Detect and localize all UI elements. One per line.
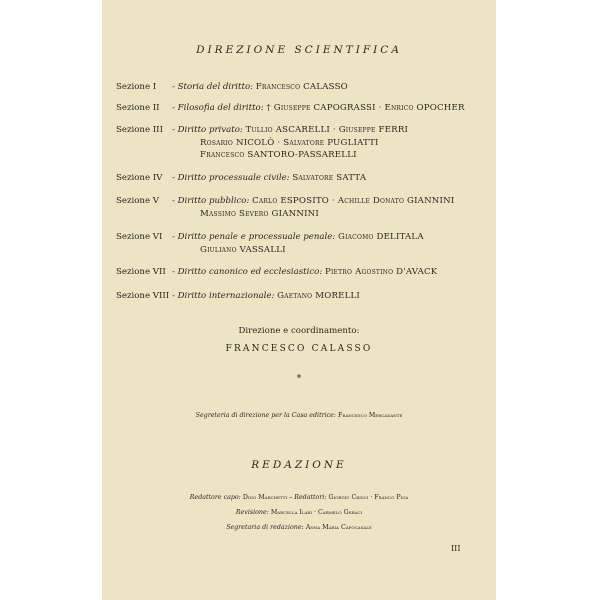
section-subject: - Diritto privato: — [172, 125, 243, 135]
editor-name: Dino Marchetti — [242, 494, 288, 501]
coordination-label: Direzione e coordinamento: — [238, 326, 360, 336]
secretary-name: Francesco Mercadante — [338, 412, 403, 419]
divider-star: * — [296, 374, 302, 384]
section-label: Sezione VIII — [116, 291, 170, 301]
section-label: Sezione II — [116, 103, 160, 113]
section-label: Sezione VI — [116, 232, 163, 242]
section-subject: - Filosofia del diritto: — [172, 103, 264, 113]
editors-label: – Redattori: — [289, 494, 327, 501]
section-names: Giuliano VASSALLI — [200, 244, 286, 255]
redazione-title: REDAZIONE — [251, 459, 347, 471]
section-names: Francesco SANTORO-PASSARELLI — [200, 150, 357, 160]
page-number: III — [451, 544, 461, 553]
section-names: Carlo ESPOSITO · Achille Donato GIANNINI — [252, 196, 455, 206]
revision-label: Revisione: — [235, 509, 269, 516]
section-names: Francesco CALASSO — [255, 82, 348, 92]
secretary-label: Segreteria di direzione per la Casa editrice: — [195, 412, 337, 419]
section-label: Sezione I — [116, 82, 157, 92]
section-subject: - Storia del diritto: — [172, 82, 254, 92]
section-row — [116, 290, 486, 303]
section-subject: - Diritto internazionale: — [172, 291, 275, 301]
section-subject: - Diritto processuale civile: — [172, 173, 290, 183]
section-row — [116, 81, 486, 94]
section-label: Sezione III — [116, 125, 163, 135]
section-names: Pietro Agostino D'AVACK — [324, 267, 438, 277]
section-names: Rosario NICOLÒ · Salvatore PUGLIATTI — [200, 137, 379, 148]
section-names: † Giuseppe CAPOGRASSI · Enrico OPOCHER — [266, 103, 465, 113]
section-row — [116, 124, 486, 162]
section-row — [116, 172, 486, 185]
section-subject: - Diritto pubblico: — [172, 196, 250, 206]
section-subject: - Diritto canonico ed ecclesiastico: — [172, 267, 323, 277]
editors-names: Giorgio Crisci · Franco Piga — [328, 494, 409, 501]
section-names: Salvatore SATTA — [292, 173, 367, 183]
section-names: Massimo Severo GIANNINI — [200, 208, 319, 219]
editor-label: Redattore capo: — [189, 494, 241, 501]
section-row — [116, 266, 486, 279]
secretary-line — [102, 412, 496, 419]
page-title: DIREZIONE SCIENTIFICA — [196, 44, 402, 56]
revision-names: Marcella Ilari · Carmelo Geraci — [270, 509, 363, 516]
section-row — [116, 195, 486, 220]
section-label: Sezione IV — [116, 173, 163, 183]
section-subject: - Diritto penale e processuale penale: — [172, 232, 336, 242]
revision-line — [102, 509, 496, 516]
redazione-secretary-label: Segretaria di redazione: — [226, 524, 304, 531]
section-row — [116, 231, 486, 256]
section-label: Sezione VII — [116, 267, 166, 277]
redazione-secretary-line — [102, 524, 496, 531]
section-names: Giacomo DELITALA — [338, 232, 424, 242]
section-names: Tullio ASCARELLI · Giuseppe FERRI — [245, 125, 409, 135]
coordinator-name: FRANCESCO CALASSO — [225, 344, 373, 354]
editors-line — [102, 494, 496, 501]
section-names: Gaetano MORELLI — [277, 291, 360, 301]
redazione-secretary-name: Anna Maria Capocasale — [305, 524, 372, 531]
document-page — [102, 0, 496, 600]
section-row — [116, 102, 486, 115]
section-label: Sezione V — [116, 196, 159, 206]
